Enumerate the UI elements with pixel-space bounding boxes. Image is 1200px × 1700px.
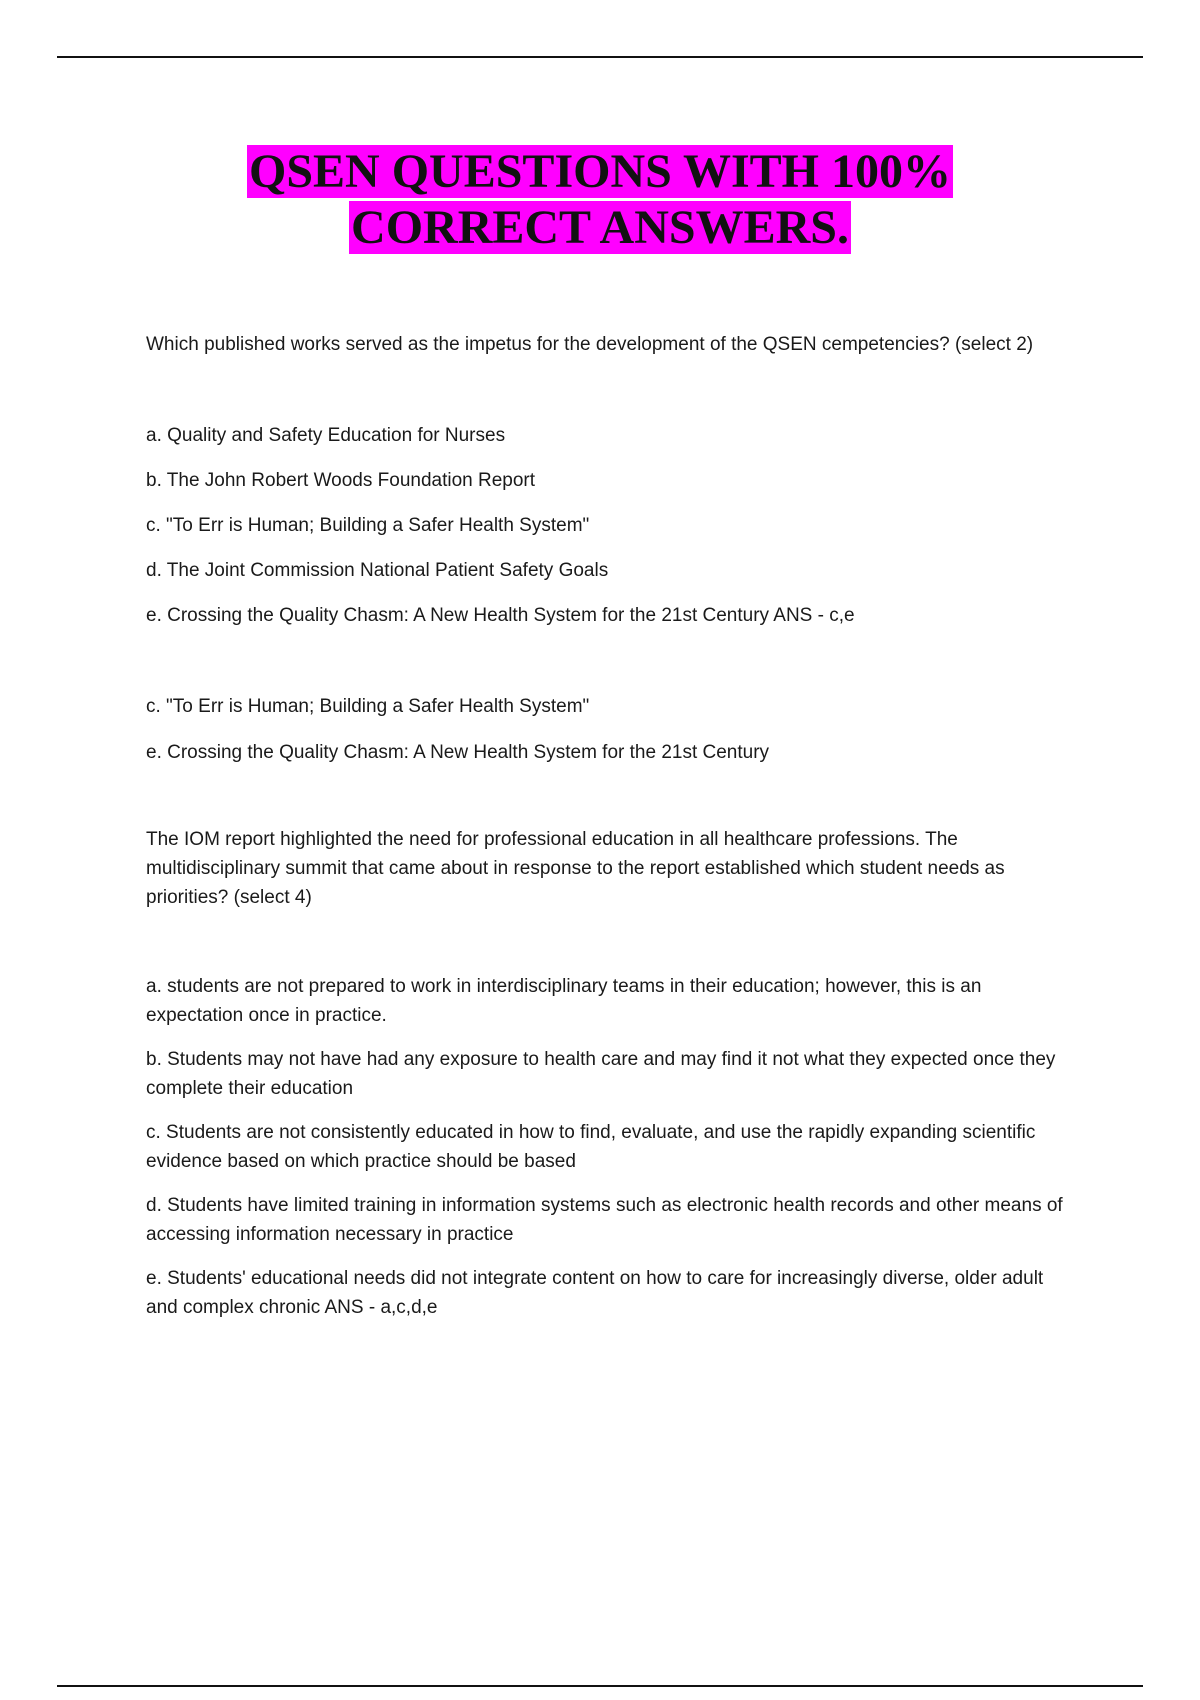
document-title bbox=[0, 144, 1200, 256]
title-line-2: CORRECT ANSWERS. bbox=[351, 201, 849, 254]
top-rule bbox=[57, 56, 1143, 58]
question-1-prompt: Which published works served as the impetus for the development of the QSEN cempetencies? (select 2) bbox=[146, 334, 1034, 355]
question-2-option-c: c. Students are not consistently educated in how to find, evaluate, and use the rapidly expanding scientific evidence based on which practice should be based bbox=[146, 1122, 1036, 1172]
question-1-option-c: c. "To Err is Human; Building a Safer Health System" bbox=[146, 515, 590, 536]
question-2-option-a: a. students are not prepared to work in interdisciplinary teams in their education; however, this is an expectation once in practice. bbox=[146, 976, 982, 1026]
question-2-option-d: d. Students have limited training in information systems such as electronic health records and other means of accessing information necessary in practice bbox=[146, 1195, 1063, 1245]
question-2-prompt: The IOM report highlighted the need for professional education in all healthcare professions. The multidisciplinary summit that came about in response to the report established which student needs as priorities? (select 4) bbox=[146, 829, 1005, 908]
bottom-rule bbox=[57, 1685, 1143, 1687]
question-2-option-b: b. Students may not have had any exposure to health care and may find it not what they expected once they complete their education bbox=[146, 1049, 1056, 1099]
document-body bbox=[146, 330, 1076, 1337]
question-1-option-e: e. Crossing the Quality Chasm: A New Health System for the 21st Century ANS - c,e bbox=[146, 605, 855, 626]
question-1-answer-e: e. Crossing the Quality Chasm: A New Health System for the 21st Century bbox=[146, 742, 770, 763]
question-2-option-e: e. Students' educational needs did not integrate content on how to care for increasingly diverse, older adult and complex chronic ANS - a,c,d,e bbox=[146, 1268, 1044, 1318]
question-1-option-b: b. The John Robert Woods Foundation Report bbox=[146, 470, 536, 491]
title-line-1: QSEN QUESTIONS WITH 100% bbox=[249, 145, 951, 198]
question-1-option-a: a. Quality and Safety Education for Nurses bbox=[146, 425, 506, 446]
question-1-answer-c: c. "To Err is Human; Building a Safer Health System" bbox=[146, 696, 590, 717]
question-1-option-d: d. The Joint Commission National Patient Safety Goals bbox=[146, 560, 609, 581]
